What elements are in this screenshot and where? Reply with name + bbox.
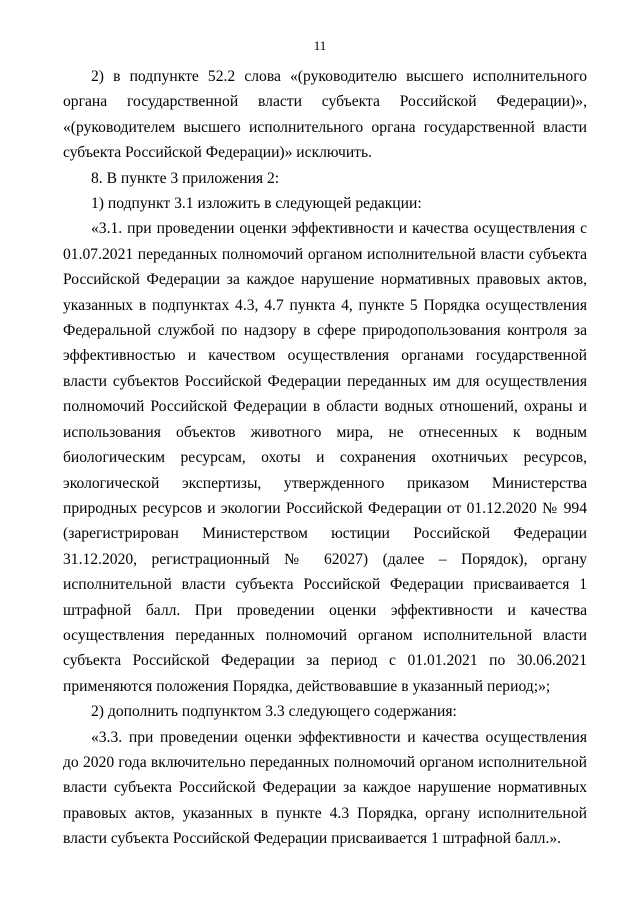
paragraph-subitem-52-2: 2) в подпункте 52.2 слова «(руководителю высшего исполнительного органа государственной власти субъекта Российской Федерации)», «(руководителем высшего исполнительного органа государственной власти субъекта Российской Федерации)» исключить.	[63, 68, 587, 162]
paragraph-subitem-3-1-text: «3.1. при проведении оценки эффективности и качества осуществления с 01.07.2021 переданных полномочий органом исполнительной власти субъекта Российской Федерации за каждое нарушение нормативных правовых актов, указанных в подпунктах 4.3, 4.7 пункта 4, пункте 5 Порядка осуществления Федеральной службой по надзору в сфере природопользования контроля за эффективностью и качеством осуществления органами государственной власти субъектов Российской Федерации переданных им для осуществления полномочий Российской Федерации в области водных отношений, охраны и использования объектов животного мира, не отнесенных к водным биологическим ресурсам, охоты и сохранения охотничьих ресурсов, экологической экспертизы, утвержденного приказом Министерства природных ресурсов и экологии Российской Федерации от 01.12.2020 № 994 (зарегистрирован Министерством юстиции Российской Федерации 31.12.2020, регистрационный № 62027) (далее – Порядок), органу исполнительной власти субъекта Российской Федерации присваивается 1 штрафной балл. При проведении оценки эффективности и качества осуществления переданных полномочий органом исполнительной власти субъекта Российской Федерации за период с 01.01.2021 по 30.06.2021 применяются положения Порядка, действовавшие в указанный период;»;	[63, 220, 587, 695]
paragraph-item-8-heading: 8. В пункте 3 приложения 2:	[91, 169, 280, 187]
paragraph-subitem-3-1-intro: 1) подпункт 3.1 изложить в следующей редакции:	[91, 195, 422, 213]
document-body	[63, 64, 587, 852]
page-number: 11	[313, 38, 327, 53]
paragraph-subitem-3-3-text: «3.3. при проведении оценки эффективности и качества осуществления до 2020 года включительно переданных полномочий органом исполнительной власти субъекта Российской Федерации за каждое нарушение нормативных правовых актов, указанных в пункте 4.3 Порядка, органу исполнительной власти субъекта Российской Федерации присваивается 1 штрафной балл.».	[63, 728, 587, 848]
paragraph-subitem-3-3-intro: 2) дополнить подпунктом 3.3 следующего содержания:	[91, 703, 457, 721]
